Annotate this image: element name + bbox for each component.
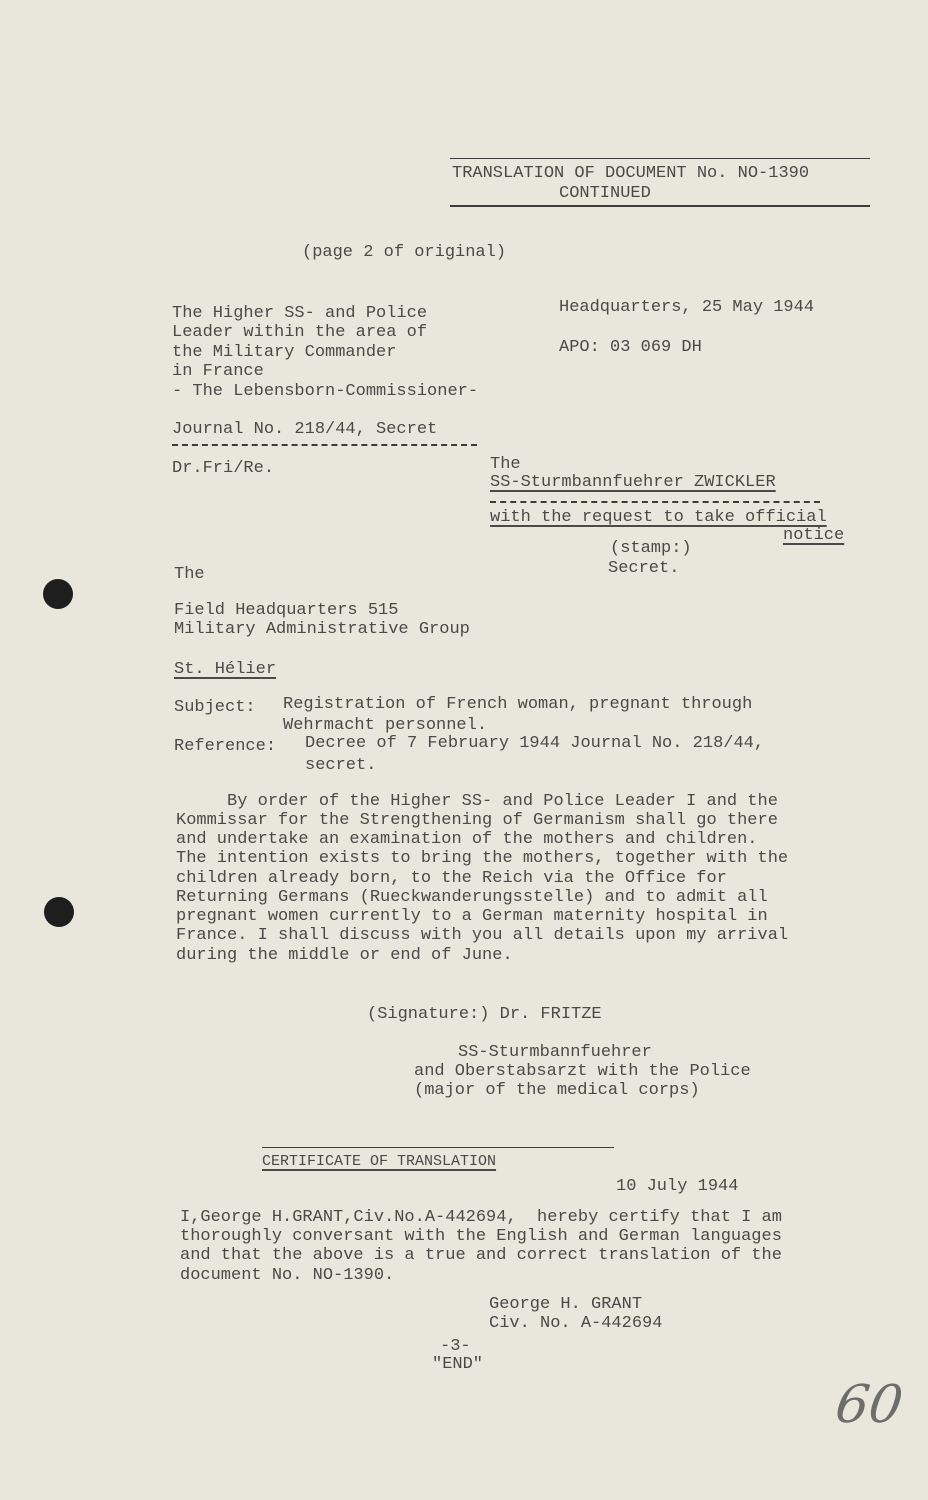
signer-title: and Oberstabsarzt with the Police xyxy=(414,1062,751,1081)
recipient-line: Military Administrative Group xyxy=(174,620,470,639)
page-number: -3- xyxy=(440,1337,471,1356)
sender-line: the Military Commander xyxy=(172,343,397,362)
stamp-label: (stamp:) xyxy=(610,539,692,558)
stamp-secret: Secret. xyxy=(608,559,680,578)
recipient-the: The xyxy=(174,565,205,584)
body-line: pregnant women currently to a German maternity hospital in xyxy=(176,907,768,926)
page-note: (page 2 of original) xyxy=(302,243,507,262)
punch-hole-bottom xyxy=(44,897,74,927)
certificate-line: thoroughly conversant with the English and German languages xyxy=(180,1227,782,1246)
punch-hole-top xyxy=(43,579,73,609)
reference-line: Decree of 7 February 1944 Journal No. 218/44, xyxy=(305,734,765,753)
headquarters-date: Headquarters, 25 May 1944 xyxy=(559,298,815,317)
journal-dashed-rule xyxy=(172,444,477,446)
journal-number: Journal No. 218/44, Secret xyxy=(172,420,438,439)
body-line: during the middle or end of June. xyxy=(176,946,513,965)
recipient-line: Field Headquarters 515 xyxy=(174,601,399,620)
body-line: By order of the Higher SS- and Police Leader I and the xyxy=(176,792,778,811)
reference-initials: Dr.Fri/Re. xyxy=(172,459,275,478)
certificate-top-rule xyxy=(262,1147,614,1148)
copy-to-dashed-rule xyxy=(490,501,820,503)
body-line: France. I shall discuss with you all details upon my arrival xyxy=(176,926,789,945)
subject-label: Subject: xyxy=(174,698,256,717)
body-line: and undertake an examination of the mothers and children. xyxy=(176,830,758,849)
sender-line: in France xyxy=(172,362,264,381)
subject-line: Wehrmacht personnel. xyxy=(283,716,488,735)
sender-line: Leader within the area of xyxy=(172,323,428,342)
body-line: children already born, to the Reich via the Office for xyxy=(176,869,727,888)
certificate-date: 10 July 1944 xyxy=(616,1177,739,1196)
copy-to-the: The xyxy=(490,455,521,474)
copy-to-request: with the request to take official xyxy=(490,508,827,527)
handwritten-page-number: 60 xyxy=(831,1375,907,1435)
sender-line: The Higher SS- and Police xyxy=(172,304,428,323)
certifier-civ-number: Civ. No. A-442694 xyxy=(489,1314,663,1333)
header-bottom-rule xyxy=(450,205,870,207)
certifier-name: George H. GRANT xyxy=(489,1295,643,1314)
copy-to-notice: notice xyxy=(783,526,845,545)
body-line: Kommissar for the Strengthening of Germanism shall go there xyxy=(176,811,778,830)
document-title-continued: CONTINUED xyxy=(559,184,651,203)
recipient-place: St. Hélier xyxy=(174,660,277,679)
copy-to-recipient: SS-Sturmbannfuehrer ZWICKLER xyxy=(490,473,776,492)
reference-line: secret. xyxy=(305,756,377,775)
body-line: Returning Germans (Rueckwanderungsstelle) and to admit all xyxy=(176,888,768,907)
certificate-line: and that the above is a true and correct translation of the xyxy=(180,1246,782,1265)
certificate-title: CERTIFICATE OF TRANSLATION xyxy=(262,1153,497,1170)
certificate-line: I,George H.GRANT,Civ.No.A-442694, hereby certify that I am xyxy=(180,1208,782,1227)
header-top-rule xyxy=(450,158,870,159)
sender-line: - The Lebensborn-Commissioner- xyxy=(172,382,479,401)
reference-label: Reference: xyxy=(174,737,277,756)
signer-title: (major of the medical corps) xyxy=(414,1081,700,1100)
subject-line: Registration of French woman, pregnant through xyxy=(283,695,753,714)
apo-number: APO: 03 069 DH xyxy=(559,338,702,357)
certificate-line: document No. NO-1390. xyxy=(180,1266,395,1285)
signature-line: (Signature:) Dr. FRITZE xyxy=(367,1005,602,1024)
document-title: TRANSLATION OF DOCUMENT No. NO-1390 xyxy=(452,164,810,183)
signer-title: SS-Sturmbannfuehrer xyxy=(458,1043,652,1062)
body-line: The intention exists to bring the mothers, together with the xyxy=(176,849,789,868)
end-marker: "END" xyxy=(432,1355,484,1374)
